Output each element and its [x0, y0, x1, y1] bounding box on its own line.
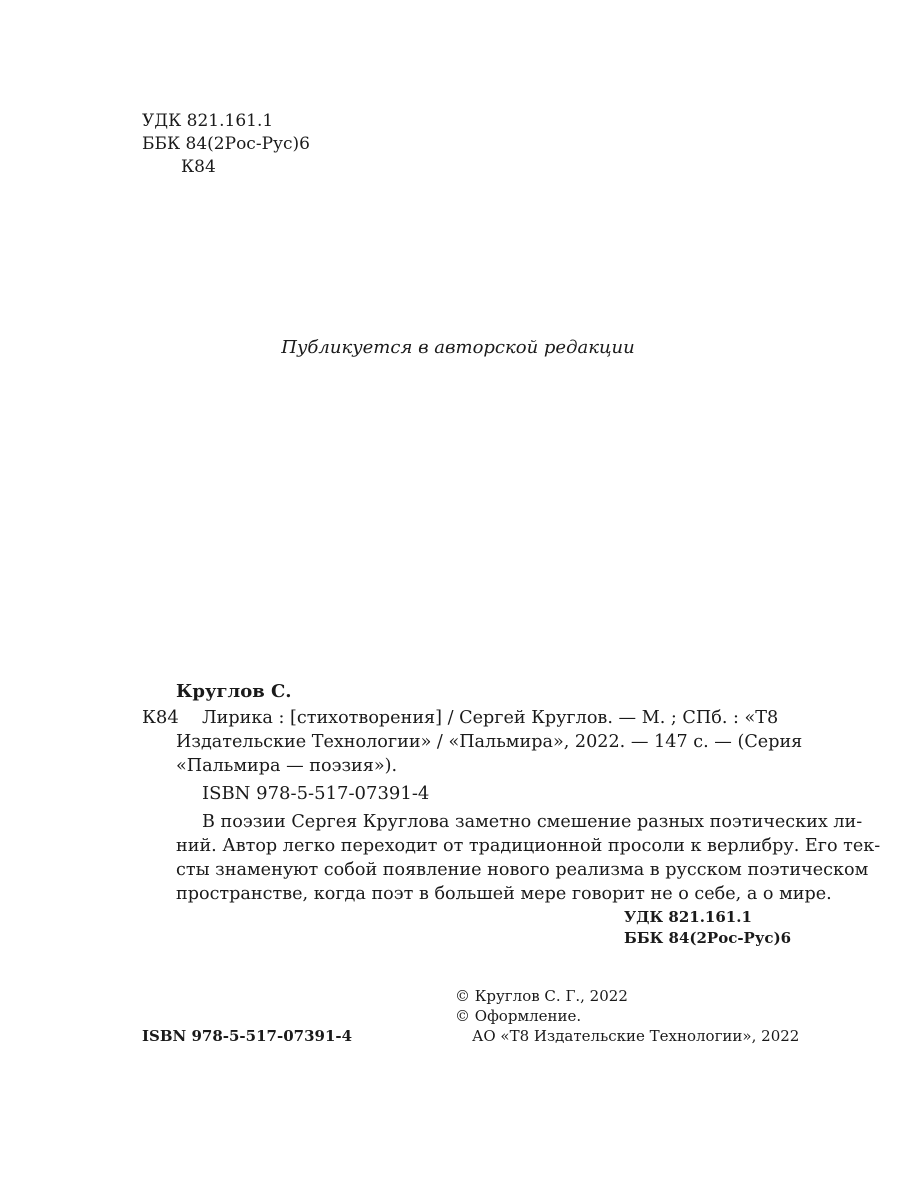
udk-code-bottom: УДК 821.161.1: [624, 908, 752, 926]
annotation: [176, 810, 881, 906]
description-line: Лирика : [стихотворения] / Сергей Круглов. — М. ; СПб. : «Т8: [202, 708, 779, 728]
bbk-code-bottom: ББК 84(2Рос-Рус)6: [624, 929, 792, 947]
description-line: Издательские Технологии» / «Пальмира», 2022. — 147 с. — (Серия: [176, 732, 803, 752]
annotation-line: пространстве, когда поэт в большей мере говорит не о себе, а о мире.: [176, 884, 832, 904]
author-sign-top: К84: [181, 157, 216, 177]
annotation-line: В поэзии Сергея Круглова заметно смешение разных поэтических ли-: [202, 812, 863, 832]
edition-note: Публикуется в авторской редакции: [281, 337, 635, 358]
copyright-author: © Круглов С. Г., 2022: [455, 987, 628, 1005]
copyright-design: © Оформление.: [455, 1007, 582, 1025]
author-heading: Круглов С.: [176, 681, 292, 702]
annotation-line: сты знаменуют собой появление нового реализма в русском поэтическом: [176, 860, 869, 880]
bbk-code-top: ББК 84(2Рос-Рус)6: [142, 134, 310, 154]
author-sign-record: К84: [142, 707, 179, 728]
isbn-record: ISBN 978-5-517-07391-4: [202, 783, 430, 804]
udk-code-top: УДК 821.161.1: [142, 111, 274, 131]
annotation-line: ний. Автор легко переходит от традиционной просоли к верлибру. Его тек-: [176, 836, 881, 856]
bibliographic-description: [176, 706, 803, 778]
copyright-publisher: АО «Т8 Издательские Технологии», 2022: [472, 1027, 800, 1045]
isbn-footer: ISBN 978-5-517-07391-4: [142, 1027, 353, 1045]
description-line: «Пальмира — поэзия»).: [176, 756, 398, 776]
